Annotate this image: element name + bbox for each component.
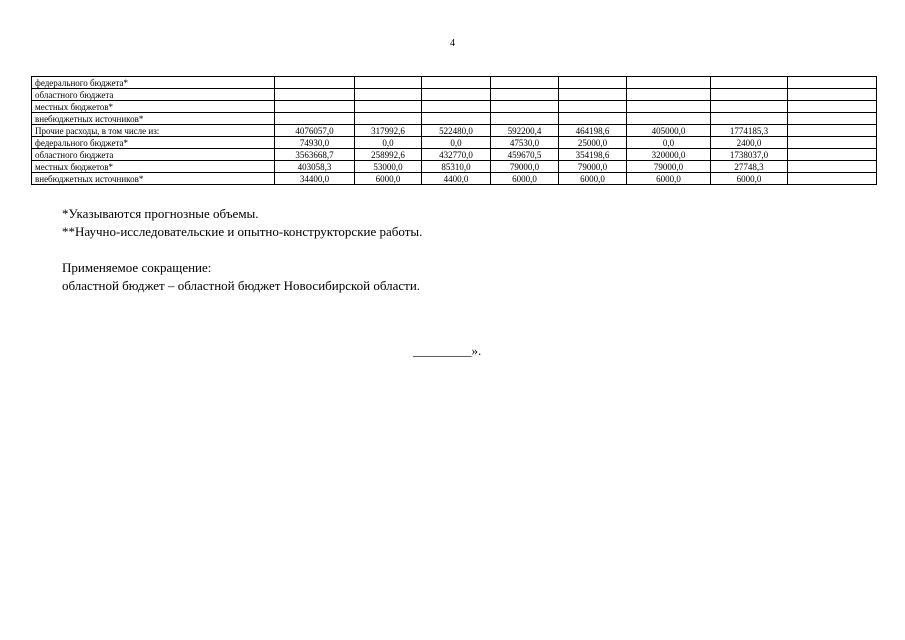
table-cell <box>275 89 355 101</box>
table-cell <box>711 113 788 125</box>
table-cell <box>788 149 877 161</box>
table-cell: 6000,0 <box>491 173 559 185</box>
row-label: внебюджетных источников* <box>32 173 275 185</box>
row-label: местных бюджетов* <box>32 161 275 173</box>
table-cell <box>627 101 711 113</box>
table-cell: 79000,0 <box>559 161 627 173</box>
table-cell: 0,0 <box>355 137 422 149</box>
table-cell <box>275 101 355 113</box>
table-cell <box>627 89 711 101</box>
abbreviation-title: Применяемое сокращение: <box>62 260 212 275</box>
table-cell <box>788 101 877 113</box>
table-cell: 459670,5 <box>491 149 559 161</box>
closing-mark: _________». <box>413 343 482 358</box>
table-cell: 74930,0 <box>275 137 355 149</box>
table-cell: 405000,0 <box>627 125 711 137</box>
table-cell: 432770,0 <box>422 149 491 161</box>
table-cell <box>422 101 491 113</box>
table-cell <box>711 101 788 113</box>
table-cell: 27748,3 <box>711 161 788 173</box>
table-cell <box>788 161 877 173</box>
table-cell <box>788 89 877 101</box>
table-cell: 320000,0 <box>627 149 711 161</box>
table-cell <box>788 113 877 125</box>
table-cell <box>491 101 559 113</box>
table-row <box>32 125 877 137</box>
table-cell <box>559 101 627 113</box>
table-row <box>32 89 877 101</box>
budget-table <box>31 76 877 185</box>
table-cell: 403058,3 <box>275 161 355 173</box>
row-label: федерального бюджета* <box>32 77 275 89</box>
table-cell: 464198,6 <box>559 125 627 137</box>
table-row <box>32 137 877 149</box>
row-label: областного бюджета <box>32 149 275 161</box>
notes-block <box>62 205 422 295</box>
table-cell <box>788 125 877 137</box>
table-cell <box>627 113 711 125</box>
row-label: местных бюджетов* <box>32 101 275 113</box>
table-cell <box>275 77 355 89</box>
table-cell: 79000,0 <box>627 161 711 173</box>
table-cell <box>788 173 877 185</box>
table-cell <box>559 77 627 89</box>
table-cell <box>422 77 491 89</box>
row-label: федерального бюджета* <box>32 137 275 149</box>
table-row <box>32 161 877 173</box>
table-cell <box>355 77 422 89</box>
table-cell: 47530,0 <box>491 137 559 149</box>
table-cell: 6000,0 <box>711 173 788 185</box>
table-cell <box>355 113 422 125</box>
table-cell: 85310,0 <box>422 161 491 173</box>
table-cell: 4400,0 <box>422 173 491 185</box>
table-row <box>32 101 877 113</box>
note-forecast: *Указываются прогнозные объемы. <box>62 206 259 221</box>
table-cell: 3563668,7 <box>275 149 355 161</box>
table-cell <box>422 113 491 125</box>
table-cell: 592200,4 <box>491 125 559 137</box>
table-cell <box>711 77 788 89</box>
table-row <box>32 113 877 125</box>
table-cell: 6000,0 <box>627 173 711 185</box>
table-cell: 25000,0 <box>559 137 627 149</box>
table-cell: 258992,6 <box>355 149 422 161</box>
table-cell <box>559 89 627 101</box>
row-label: областного бюджета <box>32 89 275 101</box>
table-cell <box>711 89 788 101</box>
table-cell: 522480,0 <box>422 125 491 137</box>
table-row <box>32 149 877 161</box>
table-cell: 34400,0 <box>275 173 355 185</box>
abbreviation-text: областной бюджет – областной бюджет Новосибирской области. <box>62 278 421 293</box>
table-cell: 79000,0 <box>491 161 559 173</box>
table-row <box>32 77 877 89</box>
table-cell <box>788 137 877 149</box>
table-cell <box>355 89 422 101</box>
table-cell <box>491 89 559 101</box>
table-cell <box>627 77 711 89</box>
table-cell: 2400,0 <box>711 137 788 149</box>
table-cell: 354198,6 <box>559 149 627 161</box>
table-cell: 6000,0 <box>559 173 627 185</box>
table-cell <box>355 101 422 113</box>
table-cell: 1738037,0 <box>711 149 788 161</box>
table-cell <box>422 89 491 101</box>
table-cell <box>788 77 877 89</box>
table-cell <box>559 113 627 125</box>
table-cell: 6000,0 <box>355 173 422 185</box>
table-cell: 53000,0 <box>355 161 422 173</box>
table-cell: 0,0 <box>422 137 491 149</box>
row-label: Прочие расходы, в том числе из: <box>32 125 275 137</box>
row-label: внебюджетных источников* <box>32 113 275 125</box>
table-cell <box>491 113 559 125</box>
table-row <box>32 173 877 185</box>
note-rnd: **Научно-исследовательские и опытно-конструкторские работы. <box>62 224 423 239</box>
table-cell: 4076057,0 <box>275 125 355 137</box>
table-cell <box>275 113 355 125</box>
table-cell: 0,0 <box>627 137 711 149</box>
table-cell: 317992,6 <box>355 125 422 137</box>
page-number: 4 <box>450 38 455 49</box>
table-cell: 1774185,3 <box>711 125 788 137</box>
table-cell <box>491 77 559 89</box>
